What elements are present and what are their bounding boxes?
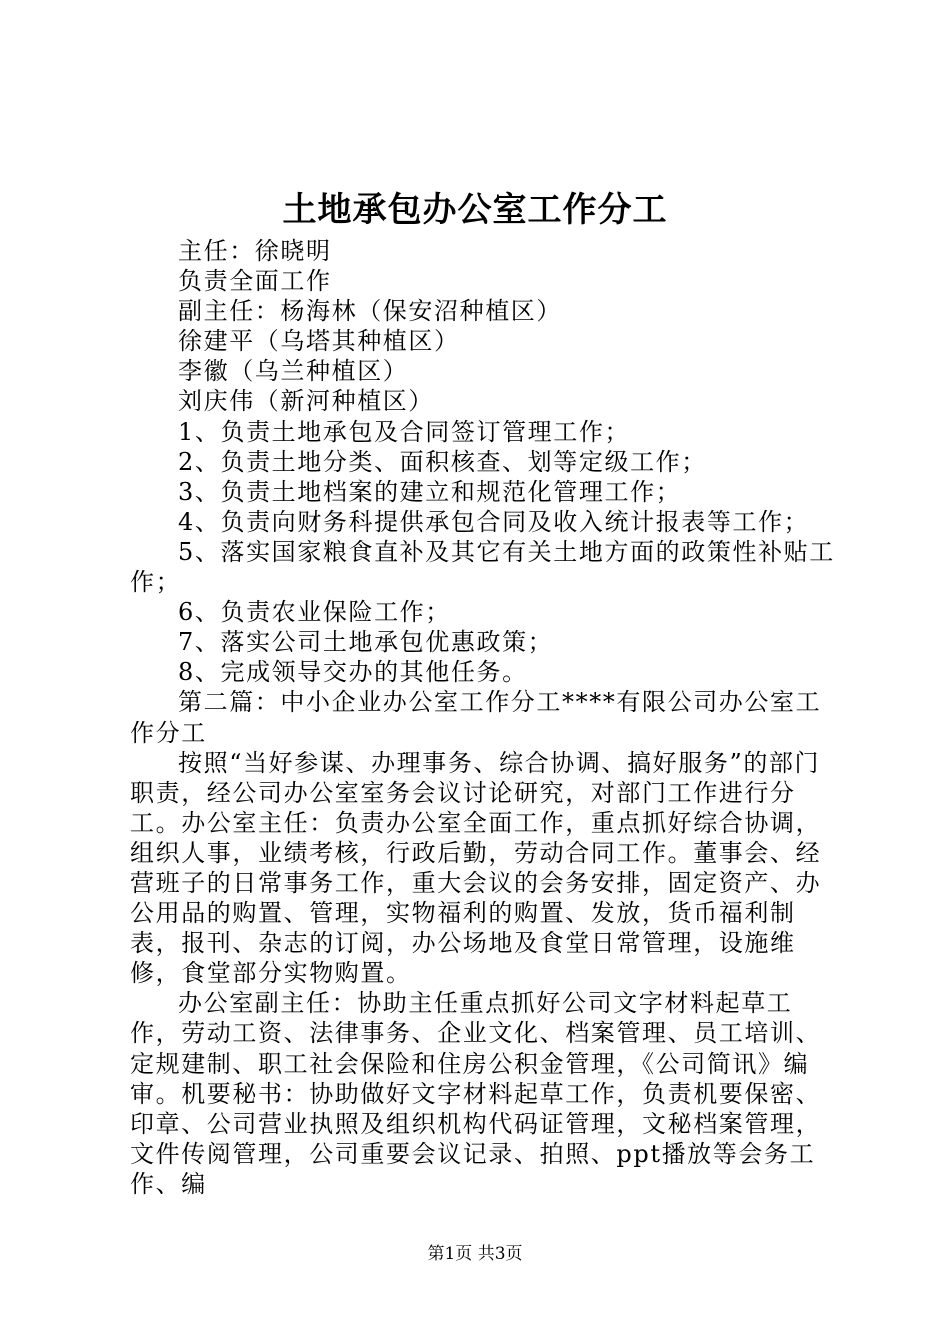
paragraph-deputy-4: 刘庆伟（新河种植区）	[178, 387, 434, 416]
document-body	[130, 236, 835, 1199]
duty-item-6: 6、负责农业保险工作；	[178, 598, 451, 627]
duty-item-7: 7、落实公司土地承包优惠政策；	[178, 628, 554, 657]
paragraph-director-duty: 负责全面工作	[178, 267, 332, 296]
duty-item-8: 8、完成领导交办的其他任务。	[178, 658, 528, 687]
duty-item-4: 4、负责向财务科提供承包合同及收入统计报表等工作；	[178, 507, 810, 536]
document-title: 土地承包办公室工作分工	[282, 190, 668, 230]
section-two-heading: 第二篇：中小企业办公室工作分工****有限公司办公室工作分工	[130, 688, 822, 747]
paragraph-deputy-2: 徐建平（乌塔其种植区）	[178, 327, 460, 356]
page-number: 第1页 共3页	[427, 1244, 523, 1264]
duty-item-1: 1、负责土地承包及合同签订管理工作；	[178, 417, 631, 446]
duty-item-2: 2、负责土地分类、面积核查、划等定级工作；	[178, 447, 707, 476]
duty-item-3: 3、负责土地档案的建立和规范化管理工作；	[178, 477, 682, 506]
paragraph-deputy-director: 副主任：杨海林（保安沼种植区）	[178, 297, 562, 326]
paragraph-office-director: 按照“当好参谋、办理事务、综合协调、搞好服务”的部门职责，经公司办公室室务会议讨论研究，对部门工作进行分工。办公室主任：负责办公室全面工作，重点抓好综合协调，组织人事，业绩考核，行政后勤，劳动合同工作。董事会、经营班子的日常事务工作，重大会议的会务安排，固定资产、办公用品的购置、管理，实物福利的购置、发放，货币福利制表，报刊、杂志的订阅，办公场地及食堂日常管理，设施维修，食堂部分实物购置。	[130, 748, 822, 988]
paragraph-director: 主任：徐晓明	[178, 237, 332, 265]
paragraph-office-deputy: 办公室副主任：协助主任重点抓好公司文字材料起草工作，劳动工资、法律事务、企业文化、档案管理、员工培训、定规建制、职工社会保险和住房公积金管理，《公司简讯》编审。机要秘书：协助做好文字材料起草工作，负责机要保密、印章、公司营业执照及组织机构代码证管理，文秘档案管理，文件传阅管理，公司重要会议记录、拍照、ppt播放等会务工作、编	[130, 989, 822, 1198]
duty-item-5: 5、落实国家粮食直补及其它有关土地方面的政策性补贴工作；	[130, 537, 835, 597]
paragraph-deputy-3: 李徽（乌兰种植区）	[178, 357, 409, 386]
